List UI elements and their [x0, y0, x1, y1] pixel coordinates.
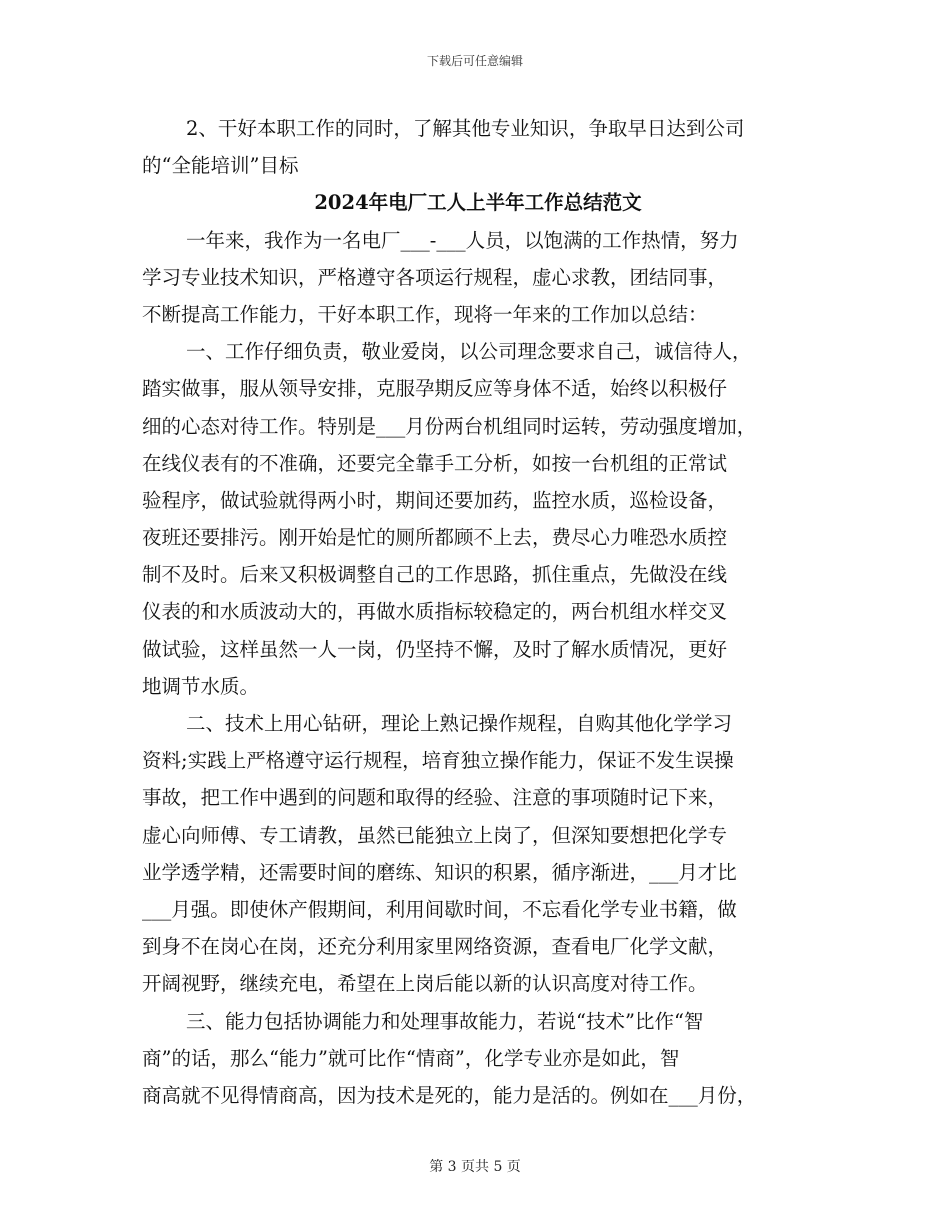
text-line: 二、技术上用心钻研，理论上熟记操作规程，自购其他化学学习 [186, 712, 733, 735]
text-line: 资料;实践上严格遵守运行规程，培育独立操作能力，保证不发生误操 [142, 749, 734, 773]
document-body [142, 110, 814, 1114]
text-line: 业学透学精，还需要时间的磨练、知识的积累，循序渐进，___月才比 [142, 860, 737, 884]
document-title: 2024年电厂工人上半年工作总结范文 [314, 191, 642, 215]
text-line: 学习专业技术知识，严格遵守各项运行规程，虚心求教，团结同事， [142, 265, 728, 289]
text-line: 2、干好本职工作的同时，了解其他专业知识，争取早日达到公司 [186, 117, 745, 140]
text-line: 做试验，这样虽然一人一岗，仍坚持不懈，及时了解水质情况，更好 [142, 637, 728, 661]
text-line: 事故，把工作中遇到的问题和取得的经验、注意的事项随时记下来， [142, 786, 728, 810]
text-line: 一年来，我作为一名电厂___-___人员，以饱满的工作热情，努力 [186, 228, 739, 252]
paragraph-after-title [142, 222, 814, 1115]
paragraph-before-title [142, 110, 814, 184]
text-line: 一、工作仔细负责，敬业爱岗，以公司理念要求自己，诚信待人， [186, 340, 752, 364]
text-line: 虚心向师傅、专工请教，虽然已能独立上岗了，但深知要想把化学专 [142, 823, 728, 847]
text-line: 三、能力包括协调能力和处理事故能力，若说“技术”比作“智 [186, 1009, 704, 1033]
text-line: 地调节水质。 [142, 674, 260, 698]
text-line: 仪表的和水质波动大的，再做水质指标较稳定的，两台机组水样交叉 [142, 600, 728, 624]
text-line: ___月强。即使休产假期间，利用间歇时间，不忘看化学专业书籍，做 [142, 897, 737, 921]
text-line: 验程序，做试验就得两小时，期间还要加药，监控水质，巡检设备， [142, 488, 728, 512]
text-line: 夜班还要排污。刚开始是忙的厕所都顾不上去，费尽心力唯恐水质控 [142, 526, 728, 550]
text-line: 开阔视野，继续充电，希望在上岗后能以新的认识高度对待工作。 [142, 972, 708, 996]
text-line: 商”的话，那么“能力”就可比作“情商”，化学专业亦是如此，智 [142, 1046, 680, 1070]
text-line: 不断提高工作能力，干好本职工作，现将一年来的工作加以总结： [142, 302, 708, 326]
text-line: 商高就不见得情商高，因为技术是死的，能力是活的。例如在___月份， [142, 1083, 757, 1107]
text-line: 制不及时。后来又积极调整自己的工作思路，抓住重点，先做没在线 [142, 563, 728, 587]
text-line: 到身不在岗心在岗，还充分利用家里网络资源，查看电厂化学文献， [142, 935, 728, 959]
text-line: 踏实做事，服从领导安排，克服孕期反应等身体不适，始终以积极仔 [142, 377, 728, 401]
text-line: 的“全能培训”目标 [142, 154, 299, 178]
page-header-note: 下载后可任意编辑 [426, 54, 523, 68]
text-line: 在线仪表有的不准确，还要完全靠手工分析，如按一台机组的正常试 [142, 451, 728, 475]
page-number-footer: 第 3 页共 5 页 [429, 1159, 521, 1175]
text-line: 细的心态对待工作。特别是___月份两台机组同时运转，劳动强度增加， [142, 414, 757, 438]
